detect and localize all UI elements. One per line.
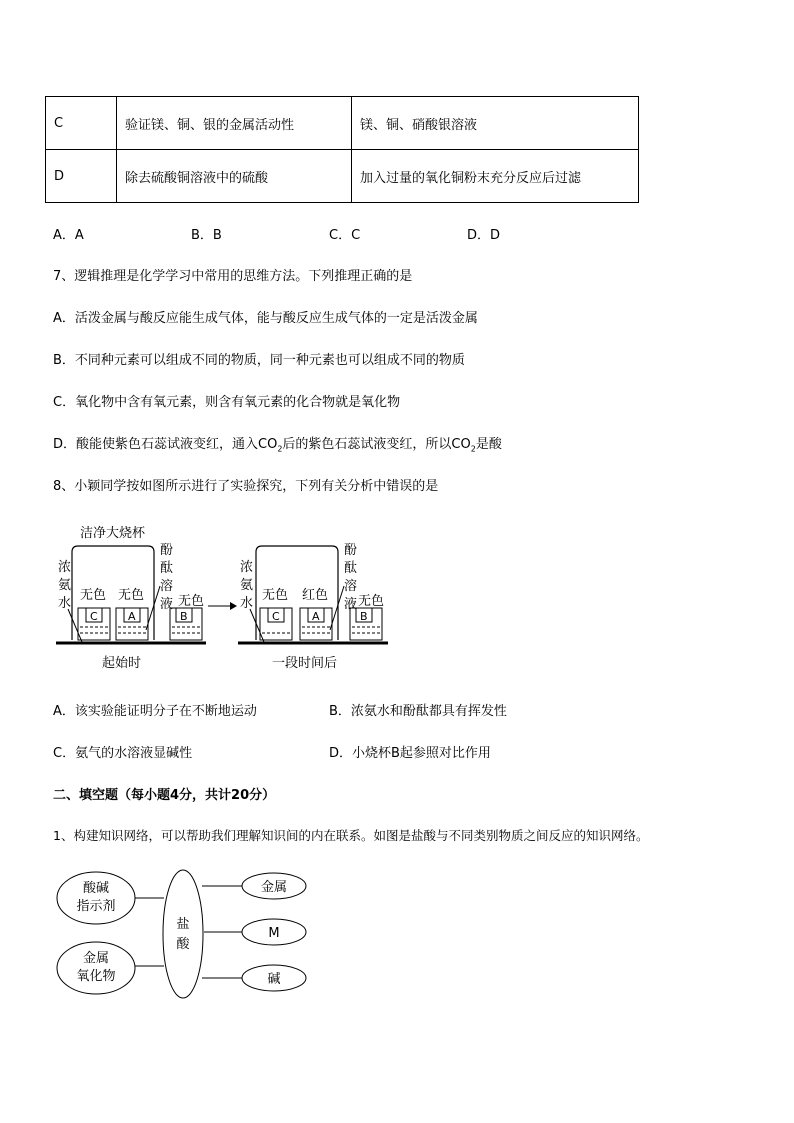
node-m-label: M <box>268 926 280 941</box>
experiment-figure <box>50 516 395 672</box>
beaker-c-label: C <box>90 610 98 623</box>
table-cell-label: C <box>46 97 117 150</box>
q8-stem: 8、小颖同学按如图所示进行了实验探究，下列有关分析中错误的是 <box>53 479 439 494</box>
options-table <box>45 96 639 203</box>
ammonia-pointer <box>250 609 264 642</box>
q7-stem: 7、逻辑推理是化学学习中常用的思维方法。下列推理正确的是 <box>53 269 413 284</box>
right-b-color: 无色 <box>358 594 385 609</box>
big-beaker-label: 洁净大烧杯 <box>80 526 146 541</box>
node-indicator <box>57 872 135 924</box>
q8-option-d: D．小烧杯B起参照对比作用 <box>329 746 491 761</box>
q6-option-c: C．C <box>329 228 361 243</box>
fill1-stem: 1、构建知识网络，可以帮助我们理解知识间的内在联系。如图是盐酸与不同类别物质之间反应的知识网络。 <box>53 828 649 843</box>
arrow-icon <box>230 602 237 610</box>
q6-option-a: A．A <box>53 228 84 243</box>
q7-option-a: A．活泼金属与酸反应能生成气体，能与酸反应生成气体的一定是活泼金属 <box>53 311 478 326</box>
beaker-a-label: A <box>128 610 136 623</box>
q7-d-text-2: 后的紫色石蕊试液变红，所以CO <box>282 437 471 452</box>
q8-option-a: A．该实验能证明分子在不断地运动 <box>53 704 257 719</box>
left-b-color: 无色 <box>178 594 205 609</box>
table-row <box>46 150 639 203</box>
beaker-b-label: B <box>180 610 188 623</box>
table-cell-purpose: 验证镁、铜、银的金属活动性 <box>117 97 352 150</box>
table-cell-method: 加入过量的氧化铜粉末充分反应后过滤 <box>352 150 639 203</box>
phenol-char-2: 酞 <box>344 561 358 576</box>
q7-option-b: B．不同种元素可以组成不同的物质，同一种元素也可以组成不同的物质 <box>53 353 465 368</box>
phenol-char-2: 酞 <box>160 561 174 576</box>
ammonia-char-2: 氨 <box>58 578 72 593</box>
knowledge-network <box>52 868 314 1000</box>
q7-d-text-3: 是酸 <box>475 437 502 452</box>
ammonia-char-3: 水 <box>58 596 72 611</box>
right-caption: 一段时间后 <box>272 656 338 671</box>
ammonia-char-1: 浓 <box>240 560 254 575</box>
q6-option-d: D．D <box>467 228 501 243</box>
q6-option-b: B．B <box>191 228 222 243</box>
node-indicator-line2: 指示剂 <box>76 899 116 914</box>
phenol-char-3: 溶 <box>344 579 358 594</box>
q8-option-b: B．浓氨水和酚酞都具有挥发性 <box>329 704 507 719</box>
table-cell-method: 镁、铜、硝酸银溶液 <box>352 97 639 150</box>
q7-d-text-1: D．酸能使紫色石蕊试液变红，通入CO <box>53 437 278 452</box>
phenol-char-3: 溶 <box>160 579 174 594</box>
phenol-char-4: 液 <box>160 597 174 612</box>
q7-d-sub-2: 2 <box>470 444 476 454</box>
beaker-c-label: C <box>272 610 280 623</box>
left-a-color: 无色 <box>118 588 145 603</box>
table-cell-label: D <box>46 150 117 203</box>
node-metal-label: 金属 <box>260 880 288 895</box>
node-metal-oxide <box>57 942 135 994</box>
node-base-label: 碱 <box>267 972 281 987</box>
node-indicator-line1: 酸碱 <box>82 881 110 896</box>
q7-d-sub-1: 2 <box>277 444 283 454</box>
beaker-a-label: A <box>312 610 320 623</box>
node-center-line1: 盐 <box>176 917 190 932</box>
beaker-b-label: B <box>360 610 368 623</box>
phenol-char-1: 酚 <box>344 543 358 558</box>
right-a-color: 红色 <box>302 588 329 603</box>
ammonia-pointer <box>68 609 82 642</box>
section-title: 二、填空题（每小题4分，共计20分） <box>53 788 276 803</box>
left-caption: 起始时 <box>102 656 142 671</box>
ammonia-char-1: 浓 <box>58 560 72 575</box>
q7-option-c: C．氧化物中含有氧元素，则含有氧元素的化合物就是氧化物 <box>53 395 401 410</box>
table-row <box>46 97 639 150</box>
node-hydrochloric-acid <box>163 870 203 998</box>
node-oxide-line1: 金属 <box>82 951 110 966</box>
right-c-color: 无色 <box>262 588 289 603</box>
node-oxide-line2: 氧化物 <box>76 969 116 984</box>
q8-option-c: C．氨气的水溶液显碱性 <box>53 746 193 761</box>
ammonia-char-2: 氨 <box>240 578 254 593</box>
q7-option-d <box>53 433 502 454</box>
phenol-char-1: 酚 <box>160 543 174 558</box>
phenol-char-4: 液 <box>344 597 358 612</box>
left-c-color: 无色 <box>80 588 107 603</box>
table-cell-purpose: 除去硫酸铜溶液中的硫酸 <box>117 150 352 203</box>
ammonia-char-3: 水 <box>240 596 254 611</box>
node-center-line2: 酸 <box>176 937 190 952</box>
